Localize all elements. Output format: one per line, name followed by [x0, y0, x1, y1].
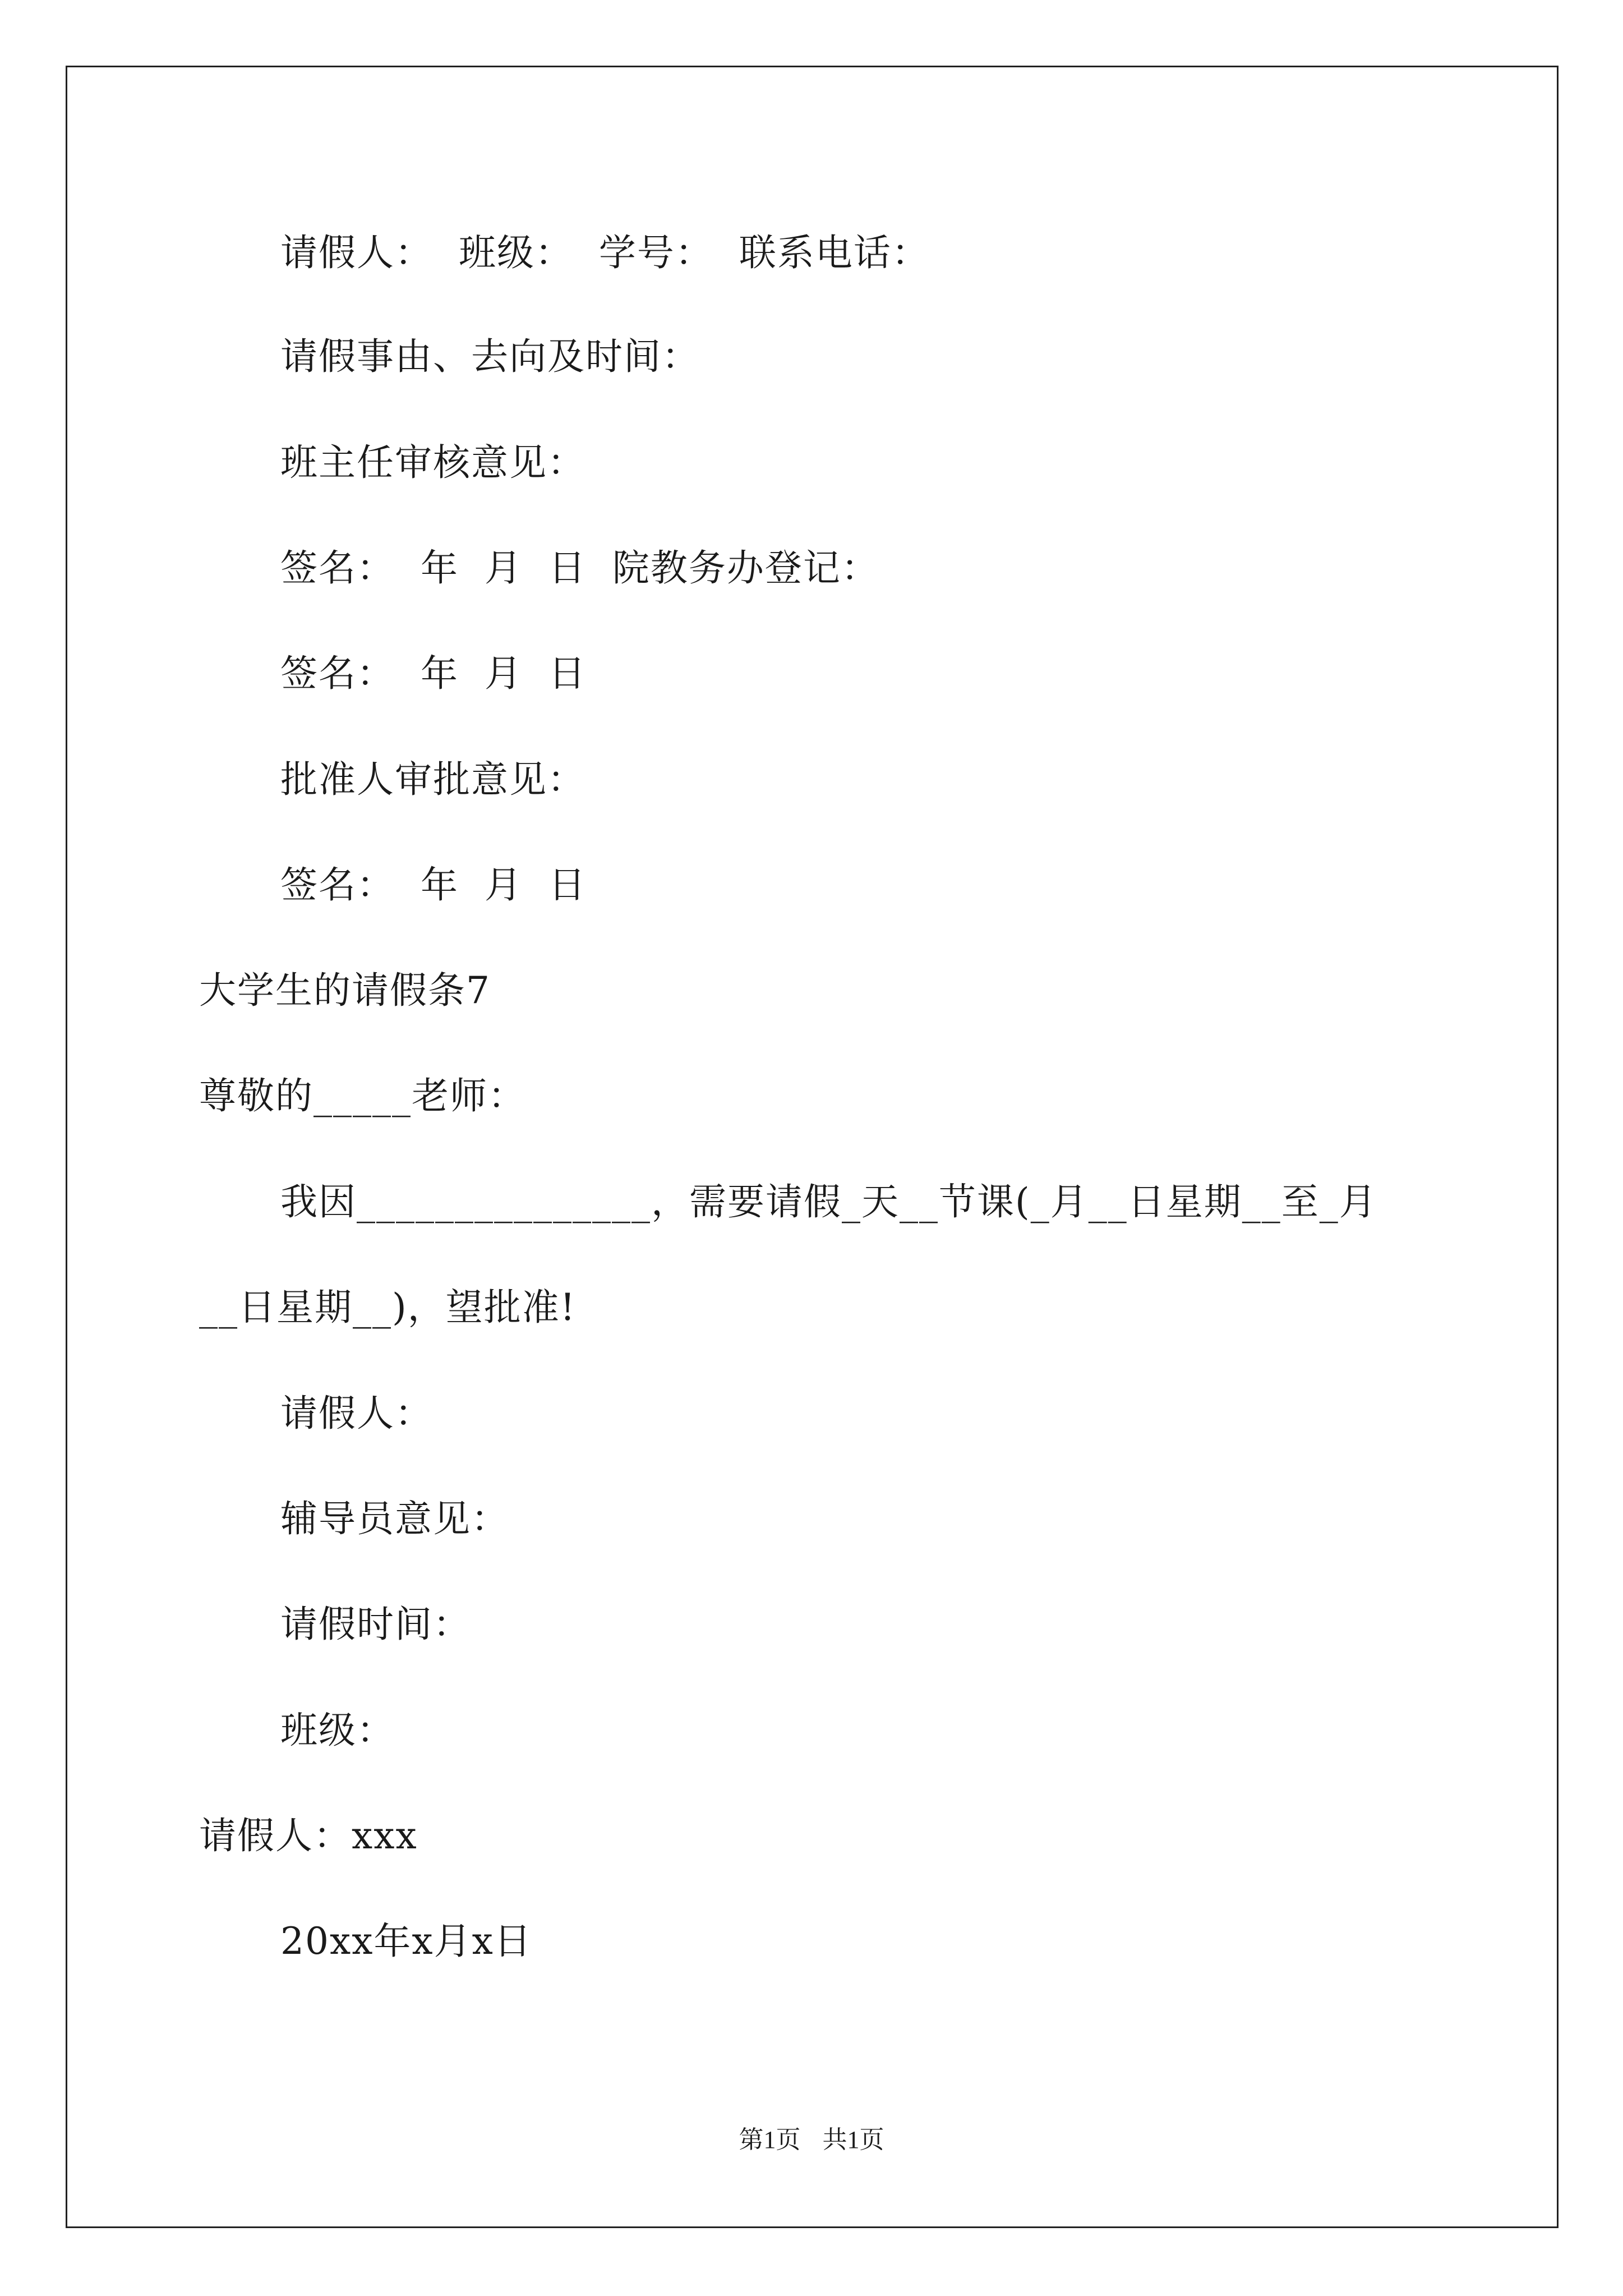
form-line-approver-opinion: 批准人审批意见：: [280, 758, 585, 801]
form-line-applicant-class-id-phone: 请假人： 班级： 学号： 联系电话：: [280, 231, 930, 274]
form-line-signature-date: 签名： 年 月 日: [280, 652, 587, 695]
form-line-signature-date: 签名： 年 月 日: [280, 863, 587, 907]
form-line-class: 班级：: [280, 1709, 395, 1752]
page-number-total: 共1页: [822, 2126, 884, 2154]
form-line-leave-time: 请假时间：: [280, 1603, 471, 1646]
page-frame: [66, 66, 1559, 2228]
form-line-applicant: 请假人：: [280, 1392, 433, 1435]
form-line-reason-destination-time: 请假事由、去向及时间：: [280, 335, 700, 378]
form-line-signature-date-registration: 签名： 年 月 日 院教务办登记：: [280, 546, 879, 590]
form-line-headteacher-opinion: 班主任审核意见：: [280, 441, 585, 484]
form-line-counselor-opinion: 辅导员意见：: [280, 1497, 509, 1540]
signature-applicant: 请假人：xxx: [199, 1814, 418, 1857]
page-footer: [0, 2128, 1623, 2152]
section-heading: 大学生的请假条7: [199, 969, 491, 1012]
letter-body-line-2: __日星期__)，望批准!: [199, 1286, 577, 1329]
signature-date: 20xx年x月x日: [280, 1920, 532, 1963]
letter-body-line-1: 我因_______________，需要请假_天__节课(_月__日星期__至_月: [280, 1180, 1377, 1223]
page-number-current: 第1页: [739, 2126, 801, 2154]
letter-salutation: 尊敬的_____老师：: [199, 1074, 526, 1117]
